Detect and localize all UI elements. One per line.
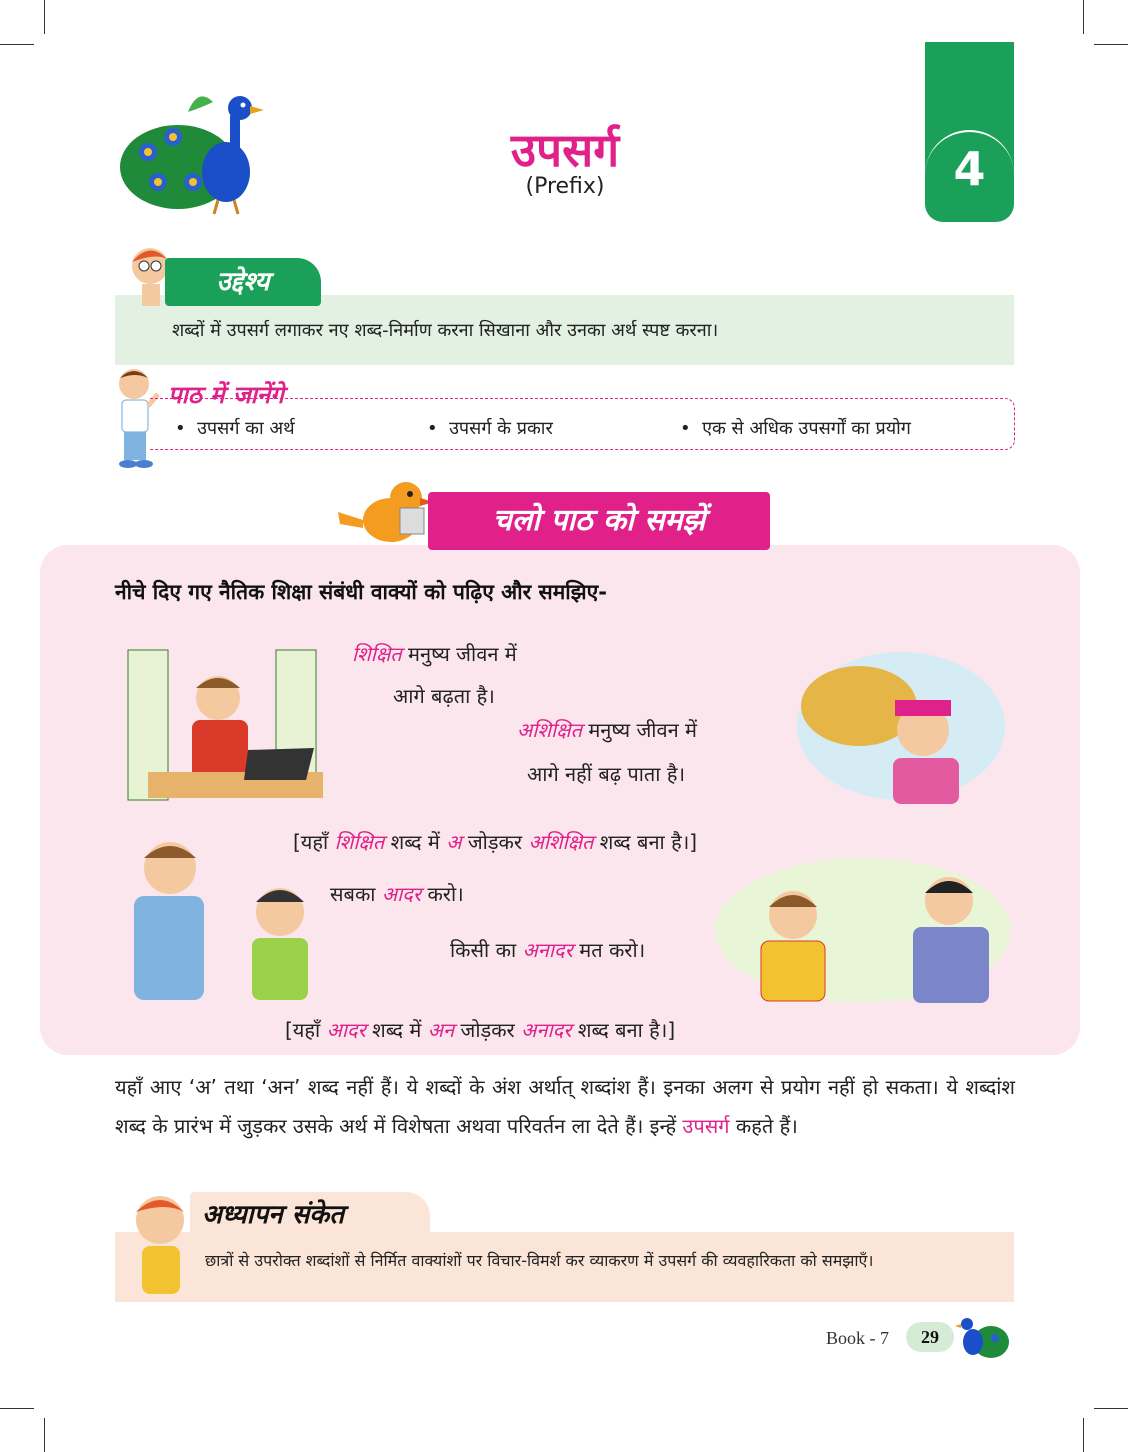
intro-heading: नीचे दिए गए नैतिक शिक्षा संबंधी वाक्यों को पढ़िए और समझिए- [115, 580, 607, 604]
crop-mark [1083, 0, 1084, 34]
example1-line2: आगे बढ़ता है। [393, 684, 495, 708]
example1-line3 [517, 716, 697, 743]
highlighted-word: शिक्षित [334, 830, 385, 854]
sentence-text: किसी का [450, 938, 523, 962]
learn-item: • एक से अधिक उपसर्गों का प्रयोग [680, 418, 911, 439]
objective-label: उद्देश्य [165, 258, 321, 306]
chapter-title: उपसर्ग [510, 123, 620, 177]
bird-reading-icon [336, 472, 436, 552]
example2-line2 [450, 936, 645, 963]
crop-mark [0, 44, 34, 45]
paragraph-text: कहते हैं। [729, 1114, 798, 1138]
highlighted-word: आदर [326, 1018, 366, 1042]
learn-item-label: उपसर्ग के प्रकार [449, 418, 553, 439]
sentence-text: मत करो। [572, 938, 646, 962]
crop-mark [1083, 1418, 1084, 1452]
learn-item: • उपसर्ग का अर्थ [175, 418, 295, 439]
highlighted-word: अ [446, 830, 462, 854]
learn-item: • उपसर्ग के प्रकार [427, 418, 553, 439]
sentence-text: मनुष्य जीवन में [581, 718, 698, 742]
highlighted-word: अशिक्षित [528, 830, 594, 854]
footer-book-label: Book - 7 [826, 1328, 889, 1348]
note-text: [यहाँ [293, 830, 335, 854]
note-text: शब्द बना है।] [571, 1018, 676, 1042]
peacock-footer-icon [955, 1312, 1010, 1362]
crop-mark [44, 1418, 45, 1452]
learn-heading: पाठ में जानेंगे [168, 381, 284, 409]
example2-note [285, 1016, 675, 1043]
explanation-paragraph [115, 1068, 1015, 1146]
highlighted-word: आदर [381, 882, 422, 906]
note-text: जोड़कर [454, 1018, 522, 1042]
paragraph-text: यहाँ आए ‘अ’ तथा ‘अन’ शब्द नहीं हैं। ये शब्दों के अंश अर्थात् शब्दांश हैं। इनका अलग से प्रयोग नहीं हो सकता। ये शब्दांश शब्द के प्रारंभ में जुड़कर उसके अर्थ में विशेषता अथवा परिवर्तन ला देते हैं। इन्हें [115, 1075, 1015, 1138]
highlighted-word: उपसर्ग [682, 1114, 730, 1138]
farmer-illustration [795, 648, 1007, 804]
learn-item-label: एक से अधिक उपसर्गों का प्रयोग [702, 418, 911, 439]
crop-mark [0, 1408, 34, 1409]
note-text: [यहाँ [285, 1018, 327, 1042]
crop-mark [44, 0, 45, 34]
crop-mark [1094, 1408, 1128, 1409]
office-man-illustration [118, 640, 333, 802]
note-text: जोड़कर [461, 830, 529, 854]
sentence-text: करो। [421, 882, 464, 906]
example1-line1 [352, 640, 517, 667]
sentence-text: मनुष्य जीवन में [401, 642, 517, 666]
learn-item-label: उपसर्ग का अर्थ [197, 418, 295, 439]
highlighted-word: शिक्षित [352, 642, 402, 666]
example1-note [293, 828, 697, 855]
highlighted-word: अशिक्षित [517, 718, 582, 742]
chapter-number-tab [925, 42, 1014, 222]
boy-and-teacher-illustration [713, 855, 1013, 1005]
chapter-subtitle: (Prefix) [525, 174, 605, 199]
example2-line1 [330, 880, 464, 907]
note-text: शब्द में [365, 1018, 428, 1042]
highlighted-word: अनादर [521, 1018, 572, 1042]
teaching-note-label: अध्यापन संकेत [190, 1192, 430, 1238]
page-number: 29 [906, 1322, 954, 1352]
sentence-text: सबका [330, 882, 382, 906]
section-banner: चलो पाठ को समझें [428, 492, 770, 550]
highlighted-word: अनादर [522, 938, 573, 962]
man-and-boy-greeting-illustration [120, 828, 320, 1000]
boy-thinking-icon [130, 1192, 194, 1298]
crop-mark [1094, 44, 1128, 45]
example1-line4: आगे नहीं बढ़ पाता है। [527, 762, 686, 786]
teaching-note-text: छात्रों से उपरोक्त शब्दांशों से निर्मित वाक्यांशों पर विचार-विमर्श कर व्याकरण में उपसर्ग की व्यवहारिकता को समझाएँ। [205, 1251, 874, 1270]
chapter-number: 4 [953, 142, 986, 196]
note-text: शब्द में [384, 830, 447, 854]
highlighted-word: अन [427, 1018, 455, 1042]
objective-text: शब्दों में उपसर्ग लगाकर नए शब्द-निर्माण करना सिखाना और उनका अर्थ स्पष्ट करना। [172, 320, 719, 341]
note-text: शब्द बना है।] [593, 830, 698, 854]
peacock-illustration [118, 82, 278, 217]
